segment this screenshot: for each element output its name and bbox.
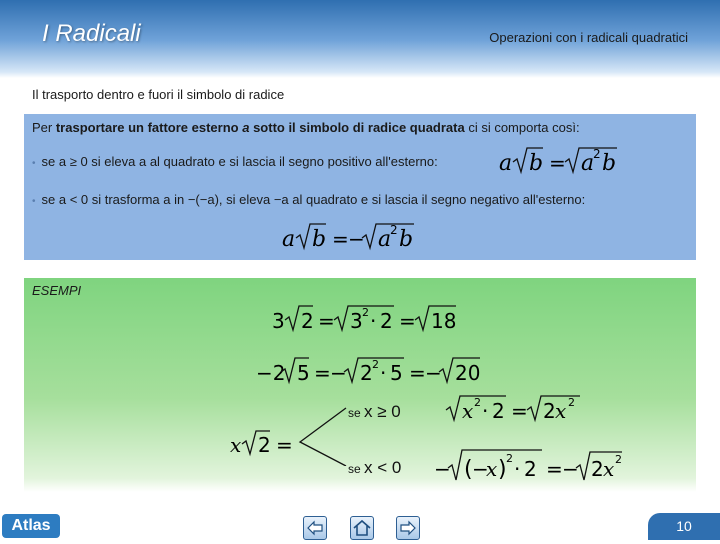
bullet-positive: [32, 154, 438, 169]
svg-text:=: =: [549, 151, 566, 175]
examples-box: [24, 278, 696, 492]
section-title: Il trasporto dentro e fuori il simbolo di radice: [32, 87, 285, 102]
condition-2: [348, 458, 401, 478]
svg-text:x: x: [230, 433, 242, 457]
svg-text:=: =: [511, 399, 528, 423]
example-3-case-1-svg: [444, 392, 584, 426]
rule-box: [24, 114, 696, 260]
svg-text:2: 2: [362, 306, 369, 319]
header: [0, 0, 720, 78]
svg-text:x: x: [603, 457, 615, 481]
svg-text:b: b: [529, 151, 544, 176]
home-button[interactable]: [350, 516, 374, 540]
svg-text:2: 2: [524, 457, 537, 481]
svg-text:2: 2: [258, 433, 271, 457]
svg-text:−: −: [562, 457, 579, 481]
example-3-case-2: [434, 446, 624, 490]
svg-text:2: 2: [492, 399, 505, 423]
svg-text:(: (: [464, 457, 473, 482]
bullet-dot-icon: •: [32, 158, 36, 169]
svg-text:2: 2: [568, 396, 575, 409]
prev-button[interactable]: [303, 516, 327, 540]
svg-text:18: 18: [431, 309, 457, 333]
condition-1-expr: x ≥ 0: [364, 402, 401, 421]
condition-2-prefix: se: [348, 462, 361, 476]
header-title: I Radicali: [42, 20, 141, 47]
svg-text:−: −: [330, 361, 347, 385]
svg-text:=: =: [332, 227, 349, 251]
svg-text:2: 2: [390, 223, 398, 237]
example-3-lhs: [230, 428, 300, 462]
svg-text:2: 2: [506, 452, 513, 465]
bullet-negative-text: se a < 0 si trasforma a in −(−a), si eleva −a al quadrato e si lascia il segno negativo all'esterno:: [41, 192, 586, 207]
svg-text:b: b: [602, 151, 617, 176]
formula-negative: [282, 220, 417, 258]
svg-text:a: a: [581, 151, 595, 176]
condition-1-prefix: se: [348, 406, 361, 420]
svg-text:2: 2: [593, 147, 601, 161]
svg-text:=: =: [314, 361, 331, 385]
arrow-left-icon: [304, 517, 326, 539]
svg-text:2: 2: [301, 309, 314, 333]
svg-text:5: 5: [390, 361, 403, 385]
page-number: 10: [648, 513, 720, 540]
bullet-negative: [32, 192, 585, 207]
example-1: [272, 302, 462, 340]
svg-text:−: −: [434, 457, 451, 481]
svg-text:=: =: [318, 309, 335, 333]
condition-2-expr: x < 0: [364, 458, 402, 477]
svg-text:2: 2: [380, 309, 393, 333]
svg-text:a: a: [282, 227, 296, 252]
atlas-logo: Atlas: [2, 514, 60, 538]
svg-text:3: 3: [350, 309, 363, 333]
svg-text:20: 20: [455, 361, 481, 385]
svg-text:2: 2: [372, 358, 379, 371]
svg-text:=: =: [276, 433, 293, 457]
svg-text:b: b: [399, 227, 414, 252]
svg-text:−2: −2: [256, 361, 286, 385]
svg-text:2: 2: [615, 453, 622, 466]
intro-var: a: [242, 120, 250, 135]
intro-pre: Per: [32, 120, 56, 135]
svg-text:=: =: [409, 361, 426, 385]
svg-text:b: b: [312, 227, 327, 252]
svg-text:−: −: [472, 457, 489, 481]
intro-bold-2: sotto il simbolo di radice quadrata: [249, 120, 465, 135]
bullet-positive-text: se a ≥ 0 si eleva a al quadrato e si lascia il segno positivo all'esterno:: [41, 154, 438, 169]
svg-text:·: ·: [370, 309, 377, 333]
intro-post: ci si comporta così:: [464, 120, 580, 135]
svg-text:=: =: [546, 457, 563, 481]
header-subtitle: Operazioni con i radicali quadratici: [489, 30, 688, 45]
svg-text:−: −: [348, 227, 365, 251]
svg-text:2: 2: [543, 399, 556, 423]
example-1-svg: [272, 302, 462, 336]
svg-text:x: x: [486, 457, 498, 481]
example-2-svg: [256, 354, 486, 388]
rule-intro: [32, 120, 580, 135]
svg-text:x: x: [555, 399, 567, 423]
svg-text:a: a: [378, 227, 392, 252]
example-3-case-1: [444, 392, 584, 430]
svg-text:2: 2: [591, 457, 604, 481]
svg-text:·: ·: [514, 457, 521, 481]
svg-text:=: =: [399, 309, 416, 333]
case-bracket: [298, 406, 348, 466]
formula-positive-svg: [499, 144, 619, 178]
example-3-lhs-svg: [230, 428, 300, 458]
arrow-right-icon: [397, 517, 419, 539]
svg-text:): ): [498, 457, 507, 482]
svg-text:·: ·: [482, 399, 489, 423]
svg-text:−: −: [425, 361, 442, 385]
svg-text:5: 5: [297, 361, 310, 385]
svg-text:2: 2: [360, 361, 373, 385]
svg-text:x: x: [462, 399, 474, 423]
condition-1: [348, 402, 401, 422]
svg-text:·: ·: [380, 361, 387, 385]
svg-text:3: 3: [272, 309, 285, 333]
svg-text:2: 2: [474, 396, 481, 409]
example-2: [256, 354, 486, 392]
examples-label: ESEMPI: [32, 283, 82, 298]
example-3-case-2-svg: [434, 446, 624, 486]
formula-negative-svg: [282, 220, 417, 254]
next-button[interactable]: [396, 516, 420, 540]
bullet-dot-icon: •: [32, 196, 36, 207]
svg-text:a: a: [499, 151, 513, 176]
formula-positive: [499, 144, 619, 184]
intro-bold-1: trasportare un fattore esterno: [55, 120, 243, 135]
home-icon: [351, 517, 373, 539]
